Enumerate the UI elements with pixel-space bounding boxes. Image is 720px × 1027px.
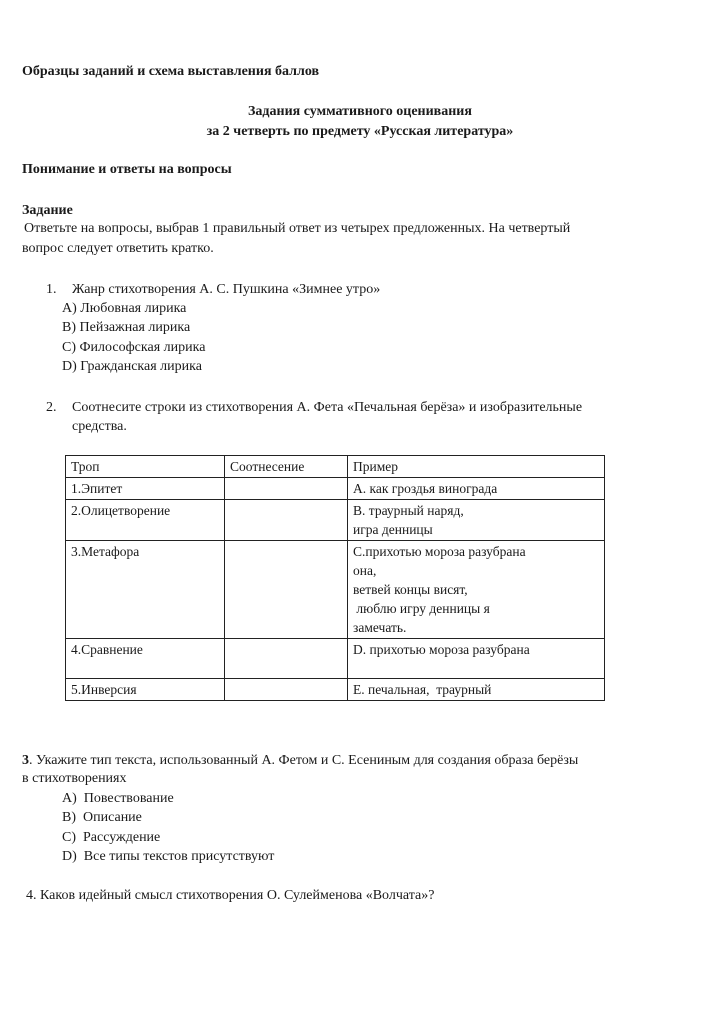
- header-example: Пример: [348, 456, 605, 478]
- trope-cell: 3.Метафора: [66, 541, 225, 639]
- trope-cell: 4.Сравнение: [66, 639, 225, 679]
- example-cell: [348, 541, 605, 639]
- table-row: [66, 478, 605, 500]
- task-instructions-line1: Ответьте на вопросы, выбрав 1 правильный ответ из четырех предложенных. На четвертый: [24, 221, 571, 236]
- section-title: Понимание и ответы на вопросы: [22, 162, 232, 177]
- trope-matching-table: [65, 455, 605, 701]
- q2-text-line2: средства.: [72, 419, 127, 434]
- example-cell: [348, 500, 605, 541]
- example-line: D. прихотью мороза разубрана: [353, 642, 530, 657]
- match-cell[interactable]: [225, 500, 348, 541]
- q1-number: 1.: [46, 282, 57, 297]
- q1-option-c: С) Философская лирика: [62, 340, 206, 355]
- document-title: Образцы заданий и схема выставления баллов: [22, 64, 320, 79]
- example-line: Е. печальная, траурный: [353, 682, 492, 697]
- example-line: А. как гроздья винограда: [353, 481, 498, 496]
- q1-option-a: А) Любовная лирика: [62, 301, 187, 316]
- trope-cell: 5.Инверсия: [66, 679, 225, 701]
- q3-option-c: С) Рассуждение: [62, 830, 161, 845]
- q4-text: 4. Каков идейный смысл стихотворения О. Сулейменова «Волчата»?: [26, 888, 435, 903]
- example-line: С.прихотью мороза разубрана: [353, 544, 526, 559]
- task-instructions-line2: вопрос следует ответить кратко.: [22, 241, 214, 256]
- q3-option-b: В) Описание: [62, 810, 142, 825]
- match-cell[interactable]: [225, 679, 348, 701]
- q3-line1: [22, 751, 578, 771]
- example-cell: [348, 639, 605, 679]
- q3-text-line1: . Укажите тип текста, использованный А. Фетом и С. Есениным для создания образа берёзы: [29, 753, 579, 768]
- match-cell[interactable]: [225, 478, 348, 500]
- header-trope: Троп: [66, 456, 225, 478]
- q3-option-d: D) Все типы текстов присутствуют: [62, 849, 275, 864]
- q1-option-d: D) Гражданская лирика: [62, 359, 202, 374]
- task-label: Задание: [22, 203, 73, 218]
- header-match: Соотнесение: [225, 456, 348, 478]
- example-cell: [348, 478, 605, 500]
- q1-text: Жанр стихотворения А. С. Пушкина «Зимнее утро»: [72, 282, 381, 297]
- example-line: она,: [353, 563, 377, 578]
- assessment-subject: за 2 четверть по предмету «Русская литература»: [206, 124, 514, 139]
- match-cell[interactable]: [225, 639, 348, 679]
- q2-number: 2.: [46, 400, 57, 415]
- table-row: [66, 500, 605, 541]
- assessment-title: Задания суммативного оценивания: [248, 104, 472, 119]
- example-line: В. траурный наряд,: [353, 503, 464, 518]
- q3-option-a: А) Повествование: [62, 791, 174, 806]
- trope-cell: 1.Эпитет: [66, 478, 225, 500]
- match-cell[interactable]: [225, 541, 348, 639]
- q3-text-line2: в стихотворениях: [22, 771, 127, 786]
- example-line: игра денницы: [353, 522, 433, 537]
- example-cell: [348, 679, 605, 701]
- table-row: [66, 541, 605, 639]
- example-line: люблю игру денницы я: [353, 601, 490, 616]
- q3-number: 3: [22, 753, 29, 768]
- table-row: [66, 679, 605, 701]
- table-header-row: [66, 456, 605, 478]
- trope-cell: 2.Олицетворение: [66, 500, 225, 541]
- q1-option-b: В) Пейзажная лирика: [62, 320, 191, 335]
- table-row: [66, 639, 605, 679]
- q2-text-line1: Соотнесите строки из стихотворения А. Фета «Печальная берёза» и изобразительные: [72, 400, 583, 415]
- example-line: ветвей концы висят,: [353, 582, 468, 597]
- example-line: замечать.: [353, 620, 407, 635]
